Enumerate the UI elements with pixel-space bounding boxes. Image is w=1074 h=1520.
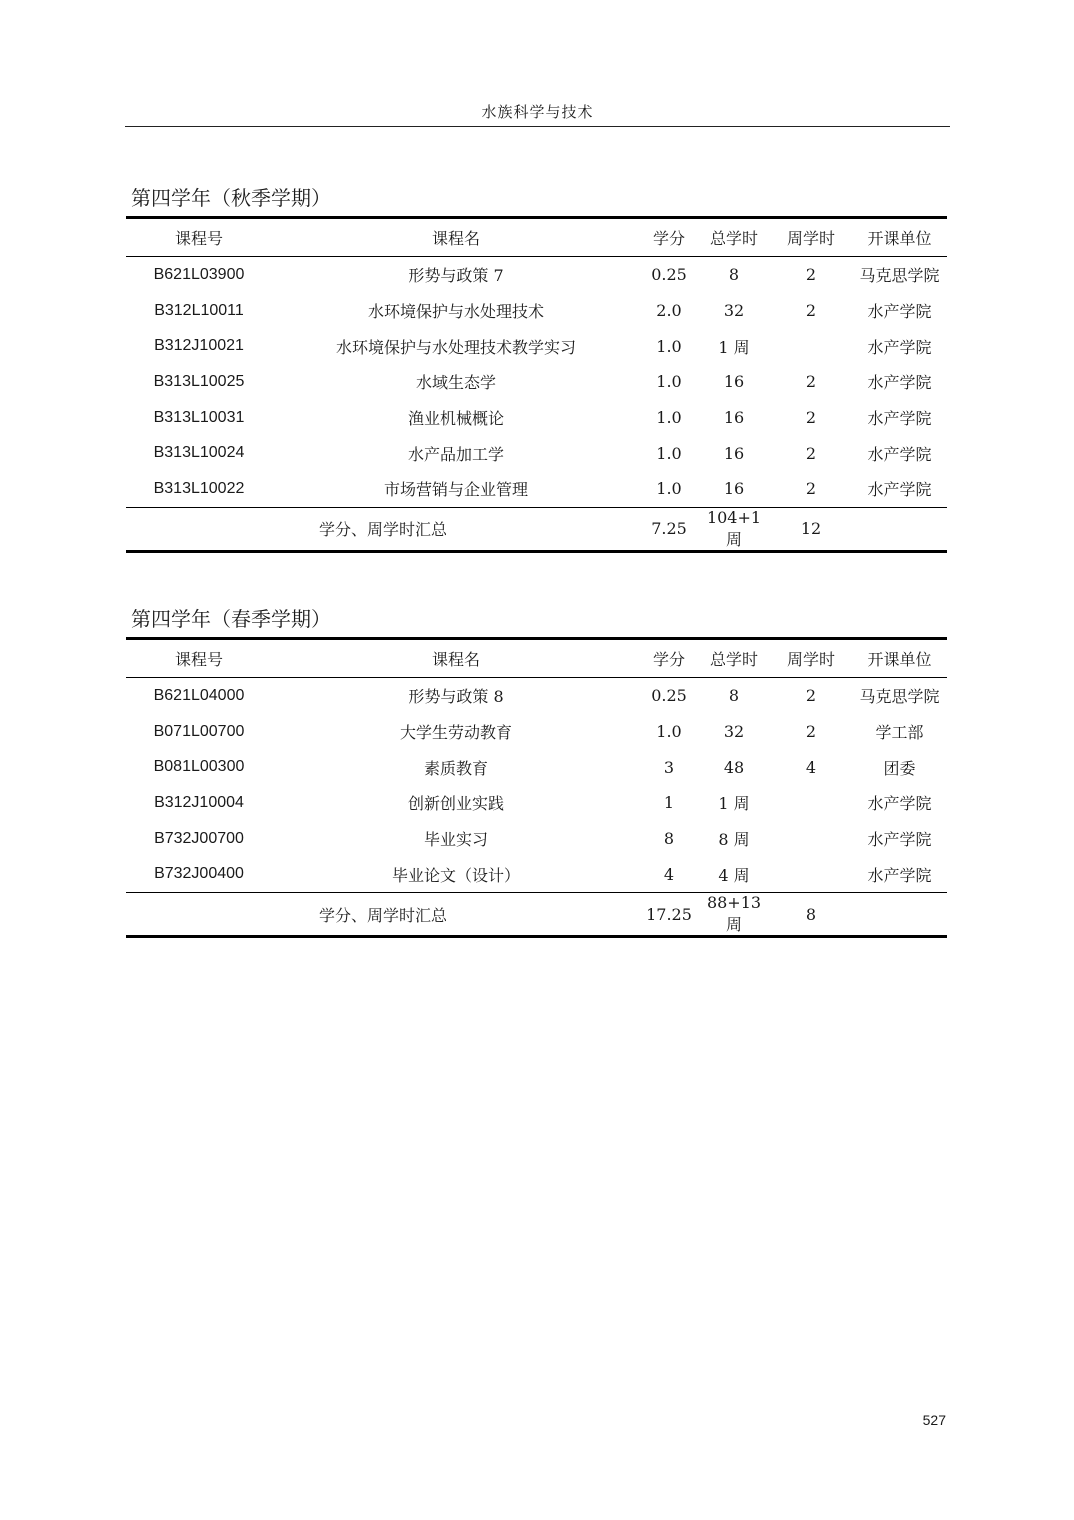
column-header-weekly-hours: 周学时	[770, 639, 852, 678]
course-total-hours: 4 周	[718, 865, 750, 885]
course-total-hours: 32	[723, 301, 745, 321]
course-name: 素质教育	[423, 758, 488, 778]
course-name: 毕业论文（设计）	[391, 865, 520, 885]
total-label: 学分、周学时汇总	[126, 893, 640, 937]
column-header-weekly-hours: 周学时	[770, 218, 852, 257]
table-row	[126, 821, 947, 857]
total-credits: 7.25	[640, 507, 698, 551]
course-credits: 1.0	[656, 372, 682, 392]
total-credits: 17.25	[640, 893, 698, 937]
course-code: B071L00700	[153, 722, 245, 740]
page-number: 527	[922, 1412, 946, 1428]
total-hours: 88+13 周	[698, 893, 770, 937]
course-total-hours: 1 周	[718, 794, 750, 814]
table-row	[126, 785, 947, 821]
total-weekly-hours: 8	[770, 893, 852, 937]
autumn-section-title: 第四学年（秋季学期）	[131, 186, 331, 210]
course-credits: 2.0	[656, 301, 682, 321]
course-credits: 1.0	[656, 479, 682, 499]
course-total-hours: 16	[723, 372, 745, 392]
running-header	[125, 102, 950, 127]
course-code: B732J00700	[154, 829, 244, 847]
course-department: 水产学院	[867, 409, 932, 429]
table-row	[126, 364, 947, 400]
autumn-course-table	[126, 216, 947, 553]
total-empty-cell	[852, 893, 947, 937]
column-header-total-hours: 总学时	[698, 639, 770, 678]
course-weekly-hours: 2	[805, 265, 817, 285]
course-name: 毕业实习	[423, 830, 488, 850]
course-total-hours: 16	[723, 443, 745, 463]
course-code: B313L10024	[153, 444, 245, 462]
course-credits: 4	[663, 864, 675, 884]
course-total-hours: 16	[723, 408, 745, 428]
course-weekly-hours: 2	[805, 408, 817, 428]
course-total-hours: 8	[728, 265, 740, 285]
table-row	[126, 293, 947, 329]
running-header-title: 水族科学与技术	[481, 103, 594, 121]
course-code: B312L10011	[154, 301, 244, 319]
course-credits: 1.0	[656, 408, 682, 428]
column-header-credits: 学分	[640, 639, 698, 678]
column-header-total-hours: 总学时	[698, 218, 770, 257]
course-weekly-hours: 2	[805, 372, 817, 392]
column-header-department: 开课单位	[852, 218, 947, 257]
course-total-hours: 32	[723, 722, 745, 742]
course-code: B732J00400	[154, 865, 244, 883]
course-name: 水环境保护与水处理技术	[367, 302, 544, 322]
course-department: 马克思学院	[859, 266, 940, 286]
course-department: 水产学院	[867, 302, 932, 322]
course-name: 大学生劳动教育	[399, 723, 512, 743]
table-row	[126, 714, 947, 750]
total-weekly-hours: 12	[770, 507, 852, 551]
course-name: 水环境保护与水处理技术教学实习	[335, 337, 576, 357]
course-total-hours: 1 周	[718, 337, 750, 357]
course-name: 形势与政策 7	[408, 266, 504, 286]
course-weekly-hours	[770, 785, 852, 821]
course-department: 水产学院	[867, 865, 932, 885]
course-weekly-hours: 2	[805, 479, 817, 499]
column-header-course-code: 课程号	[126, 218, 272, 257]
course-department: 水产学院	[867, 480, 932, 500]
total-row	[126, 893, 947, 937]
table-row	[126, 435, 947, 471]
course-department: 水产学院	[867, 830, 932, 850]
total-empty-cell	[852, 507, 947, 551]
course-name: 市场营销与企业管理	[383, 480, 528, 500]
course-credits: 0.25	[651, 265, 687, 285]
course-code: B313L10022	[153, 479, 245, 497]
course-department: 水产学院	[867, 794, 932, 814]
course-department: 团委	[883, 758, 916, 778]
column-header-course-name: 课程名	[272, 218, 640, 257]
course-department: 学工部	[875, 723, 924, 743]
course-name: 渔业机械概论	[407, 409, 504, 429]
column-header-credits: 学分	[640, 218, 698, 257]
course-code: B313L10025	[153, 372, 245, 390]
table-row	[126, 328, 947, 364]
course-credits: 1.0	[656, 443, 682, 463]
course-name: 水产品加工学	[407, 444, 504, 464]
course-weekly-hours	[770, 821, 852, 857]
course-code: B081L00300	[153, 758, 245, 776]
table-row	[126, 257, 947, 293]
course-code: B621L04000	[153, 686, 245, 704]
course-credits: 0.25	[651, 686, 687, 706]
table-header-row	[126, 639, 947, 678]
course-code: B312J10021	[154, 337, 244, 355]
course-weekly-hours: 2	[805, 686, 817, 706]
course-weekly-hours	[770, 856, 852, 892]
course-code: B312J10004	[154, 793, 244, 811]
course-total-hours: 8 周	[718, 830, 750, 850]
course-total-hours: 16	[723, 479, 745, 499]
course-credits: 1	[663, 793, 675, 813]
column-header-course-code: 课程号	[126, 639, 272, 678]
table-header-row	[126, 218, 947, 257]
total-label: 学分、周学时汇总	[126, 507, 640, 551]
spring-course-table	[126, 637, 947, 938]
course-credits: 8	[663, 829, 675, 849]
course-weekly-hours: 4	[805, 757, 817, 777]
column-header-department: 开课单位	[852, 639, 947, 678]
course-code: B313L10031	[153, 408, 245, 426]
spring-section-title: 第四学年（春季学期）	[131, 607, 331, 631]
course-name: 创新创业实践	[407, 794, 504, 814]
course-weekly-hours: 2	[805, 443, 817, 463]
course-weekly-hours	[770, 328, 852, 364]
course-name: 形势与政策 8	[408, 687, 504, 707]
course-total-hours: 8	[728, 686, 740, 706]
course-department: 水产学院	[867, 373, 932, 393]
course-credits: 1.0	[656, 336, 682, 356]
table-row	[126, 400, 947, 436]
course-name: 水域生态学	[415, 373, 496, 393]
table-row	[126, 856, 947, 892]
course-department: 马克思学院	[859, 687, 940, 707]
course-code: B621L03900	[153, 265, 245, 283]
course-credits: 3	[663, 757, 675, 777]
total-hours: 104+1 周	[698, 507, 770, 551]
table-row	[126, 678, 947, 714]
course-department: 水产学院	[867, 444, 932, 464]
course-credits: 1.0	[656, 722, 682, 742]
course-total-hours: 48	[723, 757, 745, 777]
course-weekly-hours: 2	[805, 722, 817, 742]
course-weekly-hours: 2	[805, 301, 817, 321]
column-header-course-name: 课程名	[272, 639, 640, 678]
table-row	[126, 749, 947, 785]
total-row	[126, 507, 947, 551]
course-department: 水产学院	[867, 337, 932, 357]
table-row	[126, 471, 947, 507]
